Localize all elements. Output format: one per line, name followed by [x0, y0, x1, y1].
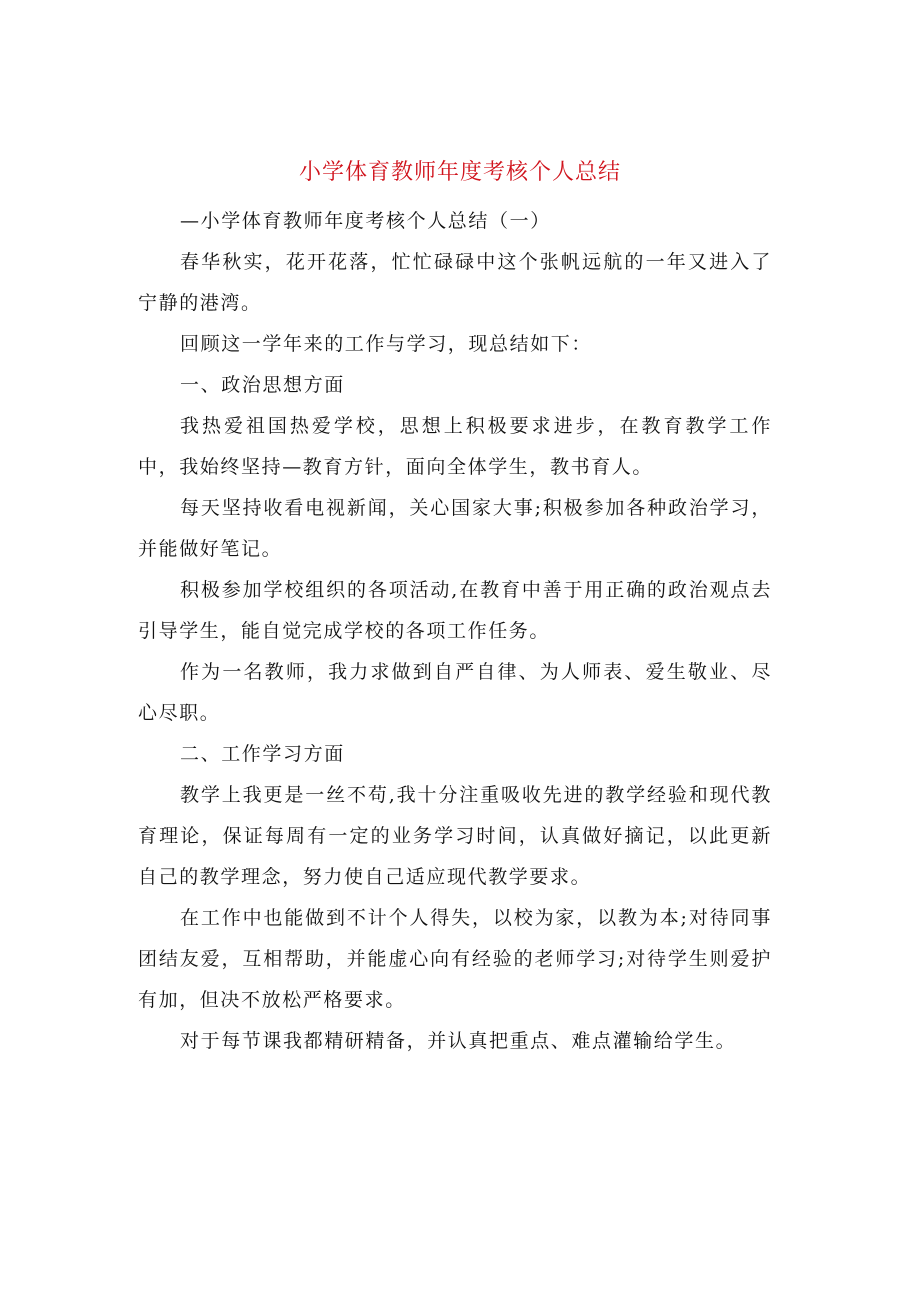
- paragraph-work-1: 教学上我更是一丝不苟,我十分注重吸收先进的教学经验和现代教育理论，保证每周有一定的业务学习时间，认真做好摘记，以此更新自己的教学理念，努力使自己适应现代教学要求。: [138, 784, 772, 888]
- paragraph-political-3: 积极参加学校组织的各项活动,在教育中善于用正确的政治观点去引导学生，能自觉完成学校的各项工作任务。: [138, 579, 772, 642]
- heading-political: 一、政治思想方面: [180, 374, 345, 396]
- paragraph-review: 回顾这一学年来的工作与学习，现总结如下：: [180, 333, 593, 355]
- paragraph-work-3: 对于每节课我都精研精备，并认真把重点、难点灌输给学生。: [180, 1030, 737, 1052]
- paragraph-political-4: 作为一名教师，我力求做到自严自律、为人师表、爱生敬业、尽心尽职。: [138, 661, 772, 724]
- paragraph-political-1: 我热爱祖国热爱学校，思想上积极要求进步，在教育教学工作中，我始终坚持—教育方针，面向全体学生，教书育人。: [138, 415, 772, 478]
- heading-work-study: 二、工作学习方面: [180, 743, 345, 765]
- section-subtitle: —小学体育教师年度考核个人总结（一）: [180, 210, 551, 232]
- paragraph-political-2: 每天坚持收看电视新闻，关心国家大事;积极参加各种政治学习，并能做好笔记。: [138, 497, 772, 560]
- paragraph-work-2: 在工作中也能做到不计个人得失，以校为家，以教为本;对待同事团结友爱，互相帮助，并能虚心向有经验的老师学习;对待学生则爱护有加，但决不放松严格要求。: [138, 907, 772, 1011]
- paragraph-intro: 春华秋实，花开花落，忙忙碌碌中这个张帆远航的一年又进入了宁静的港湾。: [138, 251, 772, 314]
- document-body: [138, 201, 772, 1062]
- document-title: 小学体育教师年度考核个人总结: [298, 160, 621, 185]
